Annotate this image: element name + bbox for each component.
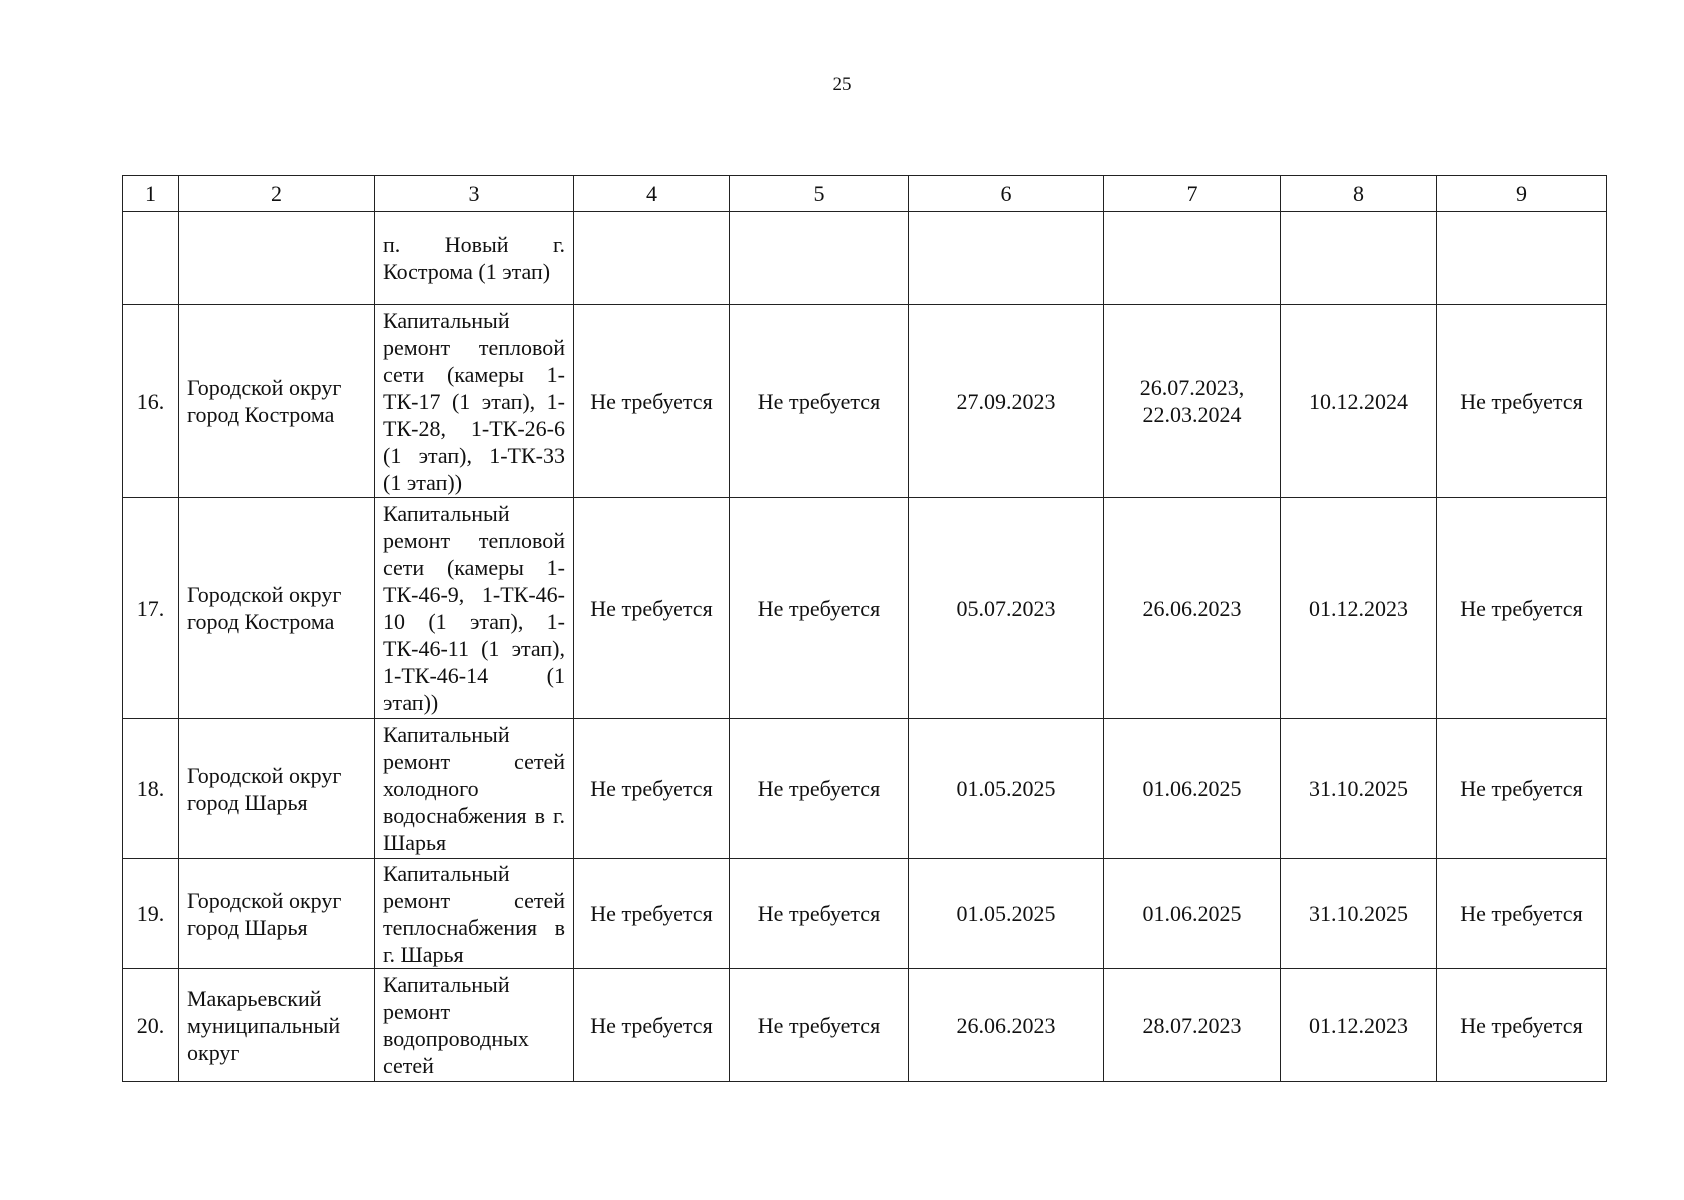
municipality-cell: Городской округ город Шарья xyxy=(179,859,375,969)
row-number-cell: 16. xyxy=(123,305,179,498)
col7-cell xyxy=(1104,212,1281,305)
col4-cell: Не требуется xyxy=(574,305,730,498)
col5-cell xyxy=(730,212,909,305)
col8-cell: 31.10.2025 xyxy=(1281,719,1437,859)
row-number-cell: 19. xyxy=(123,859,179,969)
table-row xyxy=(123,859,1607,969)
col7-cell: 28.07.2023 xyxy=(1104,969,1281,1082)
header-row xyxy=(123,176,1607,212)
col8-cell: 31.10.2025 xyxy=(1281,859,1437,969)
municipality-cell xyxy=(179,212,375,305)
document-table xyxy=(122,175,1607,1082)
col7-cell: 01.06.2025 xyxy=(1104,719,1281,859)
description-cell: Капитальный ремонт сетей теплоснабжения в г. Шарья xyxy=(375,859,574,969)
page-number: 25 xyxy=(832,74,852,95)
row-number-cell xyxy=(123,212,179,305)
col5-cell: Не требуется xyxy=(730,305,909,498)
description-cell: Капитальный ремонт тепловой сети (камеры 1-ТК-46-9, 1-ТК-46-10 (1 этап), 1-ТК-46-11 (1 этап), 1-ТК-46-14 (1 этап)) xyxy=(375,498,574,719)
col6-cell xyxy=(909,212,1104,305)
col4-cell xyxy=(574,212,730,305)
col4-cell: Не требуется xyxy=(574,719,730,859)
col6-cell: 27.09.2023 xyxy=(909,305,1104,498)
municipality-cell: Макарьевский муниципальный округ xyxy=(179,969,375,1082)
table-row xyxy=(123,498,1607,719)
description-cell: Капитальный ремонт тепловой сети (камеры 1-ТК-17 (1 этап), 1-ТК-28, 1-ТК-26-6 (1 этап), 1-ТК-33 (1 этап)) xyxy=(375,305,574,498)
municipality-cell: Городской округ город Кострома xyxy=(179,305,375,498)
row-number-cell: 18. xyxy=(123,719,179,859)
col8-cell: 01.12.2023 xyxy=(1281,969,1437,1082)
col8-cell: 10.12.2024 xyxy=(1281,305,1437,498)
header-cell: 2 xyxy=(179,176,375,212)
col5-cell: Не требуется xyxy=(730,969,909,1082)
table-row-continuation xyxy=(123,212,1607,305)
header-cell: 7 xyxy=(1104,176,1281,212)
municipality-cell: Городской округ город Кострома xyxy=(179,498,375,719)
description-cell: Капитальный ремонт водопроводных сетей xyxy=(375,969,574,1082)
col9-cell xyxy=(1437,212,1607,305)
description-cell: п. Новый г. Кострома (1 этап) xyxy=(375,212,574,305)
col4-cell: Не требуется xyxy=(574,969,730,1082)
col8-cell xyxy=(1281,212,1437,305)
col6-cell: 01.05.2025 xyxy=(909,859,1104,969)
col4-cell: Не требуется xyxy=(574,859,730,969)
header-cell: 4 xyxy=(574,176,730,212)
row-number-cell: 20. xyxy=(123,969,179,1082)
municipality-cell: Городской округ город Шарья xyxy=(179,719,375,859)
col9-cell: Не требуется xyxy=(1437,969,1607,1082)
col6-cell: 26.06.2023 xyxy=(909,969,1104,1082)
col4-cell: Не требуется xyxy=(574,498,730,719)
description-cell: Капитальный ремонт сетей холодного водоснабжения в г. Шарья xyxy=(375,719,574,859)
table-row xyxy=(123,719,1607,859)
col5-cell: Не требуется xyxy=(730,498,909,719)
col9-cell: Не требуется xyxy=(1437,305,1607,498)
table-row xyxy=(123,969,1607,1082)
header-cell: 9 xyxy=(1437,176,1607,212)
col7-cell: 26.06.2023 xyxy=(1104,498,1281,719)
header-cell: 1 xyxy=(123,176,179,212)
header-cell: 6 xyxy=(909,176,1104,212)
col5-cell: Не требуется xyxy=(730,719,909,859)
header-cell: 8 xyxy=(1281,176,1437,212)
col6-cell: 05.07.2023 xyxy=(909,498,1104,719)
table-row xyxy=(123,305,1607,498)
col9-cell: Не требуется xyxy=(1437,719,1607,859)
col8-cell: 01.12.2023 xyxy=(1281,498,1437,719)
col9-cell: Не требуется xyxy=(1437,498,1607,719)
row-number-cell: 17. xyxy=(123,498,179,719)
col7-cell: 01.06.2025 xyxy=(1104,859,1281,969)
col7-cell: 26.07.2023, 22.03.2024 xyxy=(1104,305,1281,498)
col5-cell: Не требуется xyxy=(730,859,909,969)
header-cell: 5 xyxy=(730,176,909,212)
col9-cell: Не требуется xyxy=(1437,859,1607,969)
header-cell: 3 xyxy=(375,176,574,212)
col6-cell: 01.05.2025 xyxy=(909,719,1104,859)
